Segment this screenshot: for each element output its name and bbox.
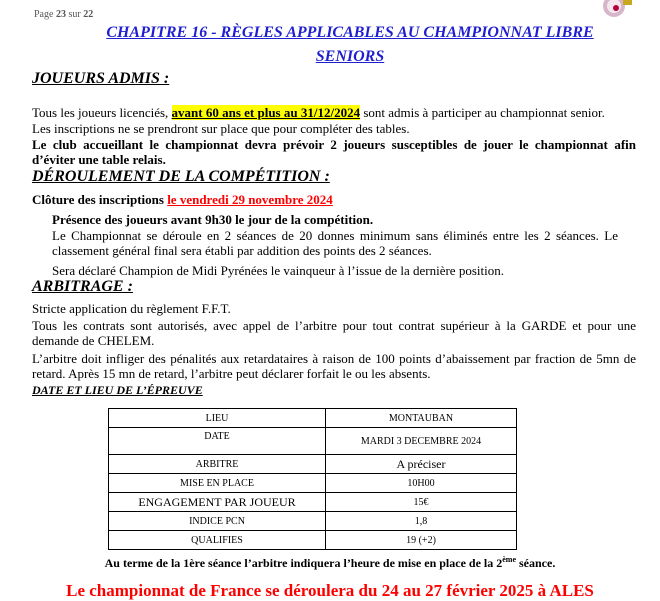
table-label: LIEU: [109, 409, 326, 428]
chapter-title-line1: CHAPITRE 16 - RÈGLES APPLICABLES AU CHAMPIONNAT LIBRE: [106, 24, 594, 41]
page-current: 23: [55, 9, 66, 20]
joueurs-p1-end: sont admis à participer au championnat senior.: [360, 105, 605, 120]
event-info-table: [108, 408, 517, 550]
table-label: ENGAGEMENT PAR JOUEUR: [109, 493, 326, 512]
seance-note-sup: ème: [502, 555, 517, 564]
table-row: [109, 455, 517, 474]
table-value: MONTAUBAN: [326, 409, 517, 428]
table-value: A préciser: [326, 455, 517, 474]
table-value: 15€: [326, 493, 517, 512]
cloture-label: Clôture des inscriptions: [32, 192, 168, 207]
deroulement-paragraph-1: Le Championnat se déroule en 2 séances de 20 donnes minimum sans éliminés entre les 2 séances. Le classement général final sera établi par addition des points des 2 séances.: [52, 228, 618, 258]
age-highlight: avant 60 ans et plus au 31/12/2024: [171, 105, 361, 120]
joueurs-paragraph-3: Le club accueillant le championnat devra prévoir 2 joueurs susceptibles de jouer le championnat afin d’éviter une table relais.: [32, 137, 636, 167]
table-value: MARDI 3 DECEMBRE 2024: [326, 428, 517, 455]
presence-line: Présence des joueurs avant 9h30 le jour de la compétition.: [52, 212, 374, 227]
section-date-lieu-heading: DATE ET LIEU DE L’ÉPREUVE: [32, 383, 203, 397]
table-label: QUALIFIES: [109, 531, 326, 550]
page-prefix: Page: [34, 9, 54, 20]
table-row: [109, 512, 517, 531]
seance-note: [0, 555, 660, 571]
joueurs-paragraph-2: Les inscriptions ne se prendront sur place que pour compléter des tables.: [32, 121, 410, 136]
cloture-date: le vendredi 29 novembre 2024: [167, 192, 333, 207]
section-joueurs-heading: JOUEURS ADMIS :: [32, 70, 170, 87]
table-label: ARBITRE: [109, 455, 326, 474]
table-row: [109, 493, 517, 512]
arbitrage-paragraph-1: Stricte application du règlement F.F.T.: [32, 301, 231, 316]
arbitrage-paragraph-3: L’arbitre doit infliger des pénalités aux retardataires à raison de 100 points d’abaissement par fraction de 5mn de retard. Après 15 mn de retard, l’arbitre peut déclarer forfait le ou les absents.: [32, 351, 636, 381]
table-row: [109, 531, 517, 550]
seance-note-end: séance.: [516, 556, 556, 570]
seance-note-text: Au terme de la 1ère séance l’arbitre indiquera l’heure de mise en place de la 2: [104, 556, 503, 570]
championnat-france-announcement: Le championnat de France se déroulera du 24 au 27 février 2025 à ALES: [66, 581, 594, 600]
table-value: 19 (+2): [326, 531, 517, 550]
joueurs-paragraph-1: [32, 105, 605, 120]
page-mid: sur: [68, 9, 81, 20]
page-total: 22: [83, 9, 94, 20]
section-deroulement-heading: DÉROULEMENT DE LA COMPÉTITION :: [32, 168, 330, 185]
chapter-title-line2: SENIORS: [315, 48, 385, 65]
page-number: [34, 9, 93, 20]
table-label: DATE: [109, 428, 326, 455]
table-value: 1,8: [326, 512, 517, 531]
table-label: INDICE PCN: [109, 512, 326, 531]
table-row: [109, 474, 517, 493]
table-row: [109, 428, 517, 455]
table-row: [109, 409, 517, 428]
arbitrage-paragraph-2: Tous les contrats sont autorisés, avec appel de l’arbitre pour tout contrat supérieur à la GARDE et pour une demande de CHELEM.: [32, 318, 636, 348]
deroulement-paragraph-2: Sera déclaré Champion de Midi Pyrénées le vainqueur à l’issue de la dernière position.: [52, 263, 504, 278]
cloture-line: [32, 192, 333, 207]
section-arbitrage-heading: ARBITRAGE :: [32, 278, 133, 295]
table-label: MISE EN PLACE: [109, 474, 326, 493]
logo-icon: [592, 0, 632, 20]
joueurs-p1-start: Tous les joueurs licenciés,: [32, 105, 172, 120]
table-value: 10H00: [326, 474, 517, 493]
